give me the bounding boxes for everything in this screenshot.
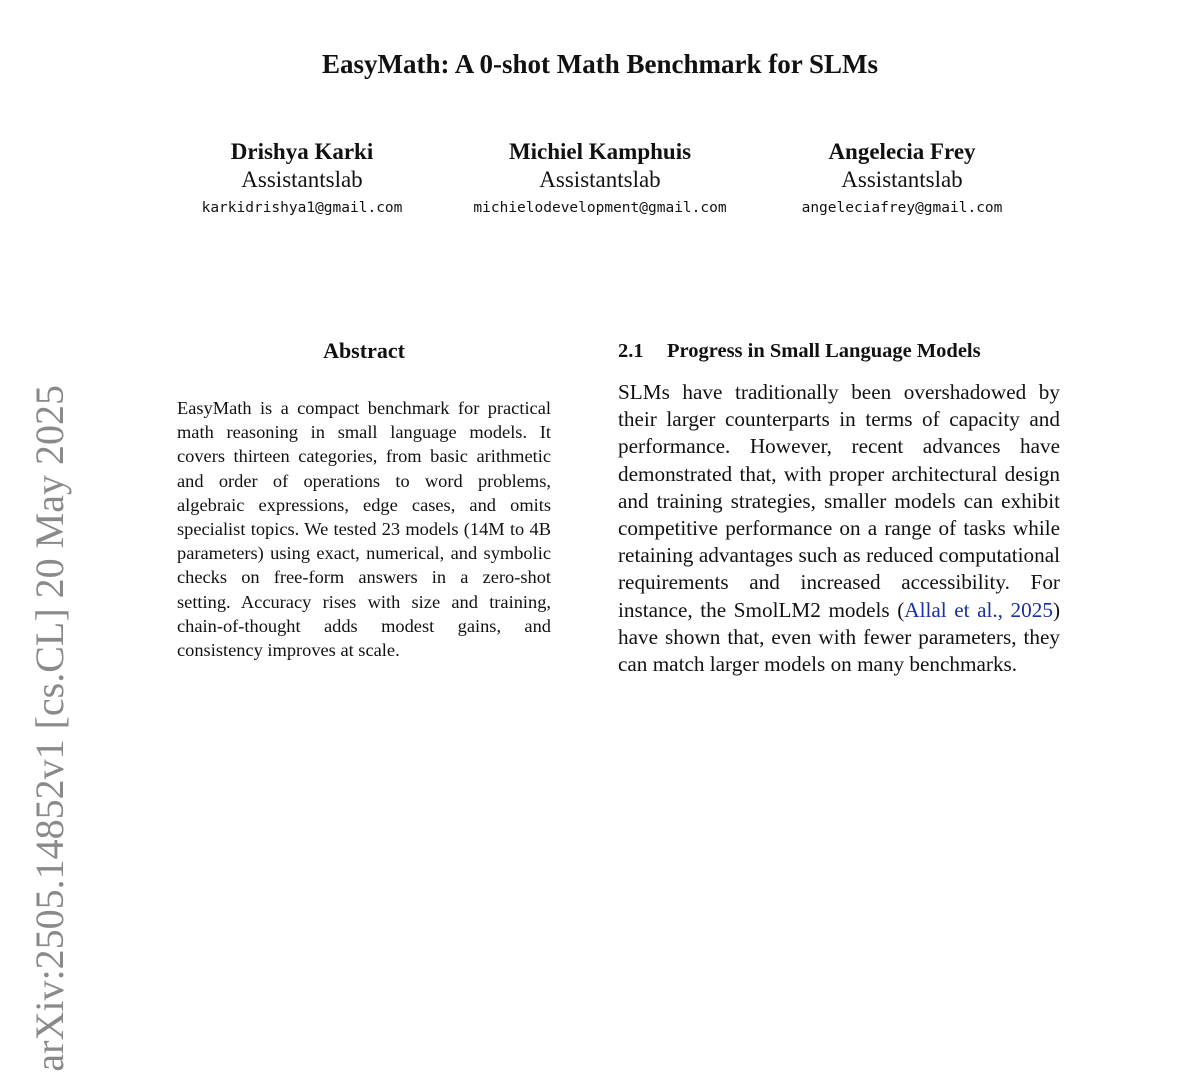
abstract-section [177,336,551,662]
author-list [0,138,1200,228]
arxiv-stamp-text: arXiv:2505.14852v1 [cs.CL] 20 May 2025 [27,385,72,1072]
section-text-part: ) have shown that, even with fewer parameters, they can match larger models on many benchmarks. [618,597,1060,677]
author-email: angeleciafrey@gmail.com [801,200,1003,216]
author-email: karkidrishya1@gmail.com [201,200,403,216]
section-number: 2.1 [618,340,644,362]
paper-title: EasyMath: A 0-shot Math Benchmark for SLMs [321,49,879,79]
abstract-text: EasyMath is a compact benchmark for practical math reasoning in small language models. It covers thirteen categories, from basic arithmetic and order of operations to word problems, algebraic expressions, edge cases, and omits specialist topics. We tested 23 models (14M to 4B parameters) using exact, numerical, and symbolic checks on free-form answers in a zero-shot setting. Accuracy rises with size and training, chain-of-thought adds modest gains, and consistency improves at scale. [177,398,551,661]
section-heading [618,337,1060,365]
author-affiliation: Assistantslab [841,167,963,192]
author-name: Drishya Karki [230,139,374,164]
author-block [742,138,1062,219]
section-progress-slm [618,337,1060,678]
author-email: michielodevelopment@gmail.com [473,200,727,216]
abstract-heading: Abstract [323,338,405,363]
author-block [142,138,462,219]
section-body [618,379,1060,678]
section-title: Progress in Small Language Models [667,340,981,362]
author-affiliation: Assistantslab [539,167,661,192]
author-block [440,138,760,219]
author-name: Michiel Kamphuis [508,139,692,164]
section-text-part: SLMs have traditionally been overshadowed by their larger counterparts in terms of capacity and performance. However, recent advances have demonstrated that, with proper architectural design and training strategies, smaller models can exhibit competitive performance on a range of tasks while retaining advantages such as reduced computational requirements and increased accessibility. For instance, the SmolLM2 models ( [618,380,1060,622]
author-affiliation: Assistantslab [241,167,363,192]
arxiv-side-stamp [27,385,72,1072]
author-name: Angelecia Frey [828,139,976,164]
citation-link[interactable]: Allal et al., 2025 [904,597,1053,622]
